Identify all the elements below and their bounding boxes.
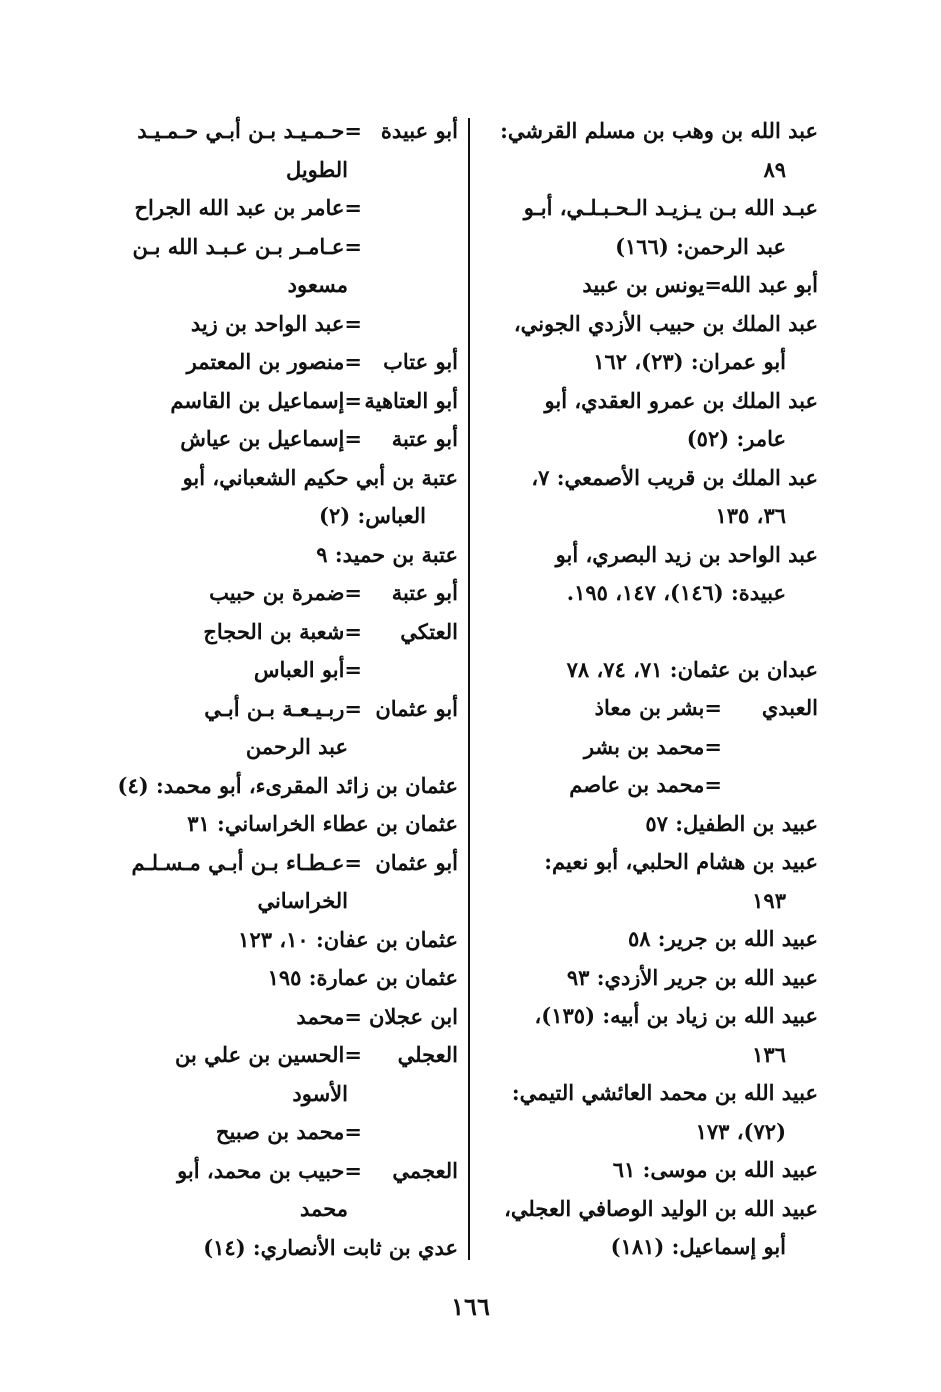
cross-reference-target: =عـامـر بـن عـبـد الله بـن <box>132 233 362 259</box>
cross-reference-target: =حـمـيـد بـن أبـي حـمـيـد <box>137 118 362 143</box>
entry-heading-line: عدي بن ثابت الأنصاري: (١٤) <box>203 1234 458 1260</box>
index-entry <box>482 997 818 1074</box>
entry-continuation-line: ١٣٦ <box>752 1041 786 1067</box>
cross-reference-target: =محمد <box>296 1003 362 1029</box>
cross-reference-targets <box>118 574 362 613</box>
entry-heading-line: عبد الملك بن عمرو العقدي، أبو <box>544 387 818 413</box>
cross-reference-targets <box>482 266 722 305</box>
entry-heading-line: عتبة بن أبي حكيم الشعباني، أبو <box>182 464 458 490</box>
cross-reference-target: =محمد بن عاصم <box>569 772 722 797</box>
cross-reference-targets <box>482 689 722 805</box>
cross-reference-target: =ربـيـعـة بـن أبـي <box>204 695 362 721</box>
cross-reference <box>118 998 458 1037</box>
cross-reference-target: =حبيب بن محمد، أبو <box>177 1157 362 1183</box>
cross-reference-key: العجمي <box>392 1157 458 1183</box>
entry-heading-line: عثمان بن عمارة: ١٩٥ <box>267 965 458 990</box>
cross-reference-targets <box>118 1036 362 1152</box>
index-entry <box>482 920 818 959</box>
cross-reference-target: =يونس بن عبيد <box>582 272 722 297</box>
cross-reference <box>118 690 458 767</box>
entry-heading-line: عبيد الله بن موسى: ٦١ <box>612 1157 818 1182</box>
entry-continuation-line: ١٩٣ <box>752 887 786 913</box>
right-index-column <box>482 112 818 1267</box>
entry-continuation-line: ٨٩ <box>763 156 786 182</box>
index-entry <box>482 459 818 536</box>
index-entry <box>482 189 818 266</box>
index-entry <box>482 959 818 998</box>
entry-heading-line: عبد الملك بن حبيب الأزدي الجوني، <box>513 310 818 336</box>
cross-reference-key: العبدي <box>761 695 818 720</box>
cross-reference <box>118 1152 458 1229</box>
entry-heading-line: عبيد بن هشام الحلبي، أبو نعيم: <box>544 849 818 874</box>
entry-continuation-line: أبو إسماعيل: (١٨١) <box>610 1234 786 1259</box>
cross-reference-target: =إسماعيل بن عياش <box>180 426 362 451</box>
entry-continuation-line: عامر: (٥٢) <box>686 426 786 451</box>
cross-reference-key: أبو العتاهية <box>364 387 458 413</box>
cross-reference-target: =محمد بن بشر <box>583 733 722 759</box>
cross-reference <box>118 343 458 382</box>
cross-reference-targets <box>118 343 362 382</box>
cross-reference-target: =محمد بن صبيح <box>215 1119 362 1144</box>
index-entry <box>118 1229 458 1268</box>
cross-reference-key: أبو عتبة <box>391 426 458 451</box>
entry-heading-line: عثمان بن عطاء الخراساني: ٣١ <box>187 811 458 836</box>
cross-reference-key: العجلي <box>397 1042 458 1067</box>
index-entry <box>482 1151 818 1190</box>
cross-reference-key: ابن عجلان <box>368 1003 458 1029</box>
cross-reference-key: العتكي <box>400 618 458 644</box>
entry-heading-line: عبيد الله بن الوليد الوصافي العجلي، <box>504 1195 818 1221</box>
cross-reference-targets <box>118 690 362 767</box>
entry-heading-line: عثمان بن عفان: ١٠، ١٢٣ <box>238 926 458 952</box>
entry-heading-line: عبيد بن الطفيل: ٥٧ <box>645 810 818 836</box>
cross-reference <box>482 266 818 305</box>
cross-reference-targets <box>118 613 362 690</box>
cross-reference-target: =شعبة بن الحجاج <box>203 618 362 644</box>
index-entry <box>118 459 458 536</box>
index-entry <box>482 1074 818 1151</box>
entry-continuation-line: عبد الرحمن: (١٦٦) <box>615 233 786 259</box>
entry-continuation-line: ٣٦، ١٣٥ <box>715 503 786 528</box>
entry-heading-line: عبد الواحد بن زيد البصري، أبو <box>555 541 818 567</box>
cross-reference-key: أبو عتاب <box>383 349 458 374</box>
entry-heading-line: عبد الملك بن قريب الأصمعي: ٧، <box>531 464 818 490</box>
cross-reference <box>118 1036 458 1152</box>
cross-reference-target: =بشر بن معاذ <box>594 695 722 720</box>
cross-reference <box>118 420 458 459</box>
entry-heading-line: عبدان بن عثمان: ٧١، ٧٤، ٧٨ <box>566 656 818 682</box>
cross-reference-target: =عـطـاء بـن أبـي مـسـلـم <box>131 849 362 875</box>
index-entry <box>482 651 818 690</box>
cross-reference-targets <box>118 998 362 1037</box>
entry-heading-line: عبيد الله بن محمد العائشي التيمي: <box>511 1080 818 1105</box>
cross-reference-targets <box>118 420 362 459</box>
index-entry <box>482 805 818 844</box>
index-entry <box>118 536 458 575</box>
cross-reference-target: =الحسين بن علي بن <box>174 1042 362 1067</box>
page-number: ١٦٦ <box>451 1292 490 1321</box>
cross-reference-key: أبو عبيدة <box>380 118 458 143</box>
cross-reference-key: أبو عثمان <box>375 849 458 875</box>
cross-reference-key: أبو عتبة <box>391 580 458 605</box>
cross-reference-targets <box>118 1152 362 1229</box>
cross-reference-target: الأسود <box>292 1080 348 1106</box>
index-entry <box>482 536 818 613</box>
cross-reference-target: الخراساني <box>257 888 348 913</box>
cross-reference-targets <box>118 382 362 421</box>
cross-reference-target: محمد <box>300 1196 348 1221</box>
cross-reference-targets <box>118 844 362 921</box>
cross-reference-target: =منصور بن المعتمر <box>186 349 362 374</box>
cross-reference-target: الطويل <box>285 156 348 182</box>
cross-reference-targets <box>118 112 362 343</box>
index-entry <box>118 767 458 806</box>
cross-reference <box>118 574 458 613</box>
cross-reference-target: =عامر بن عبد الله الجراح <box>134 195 362 220</box>
section-gap <box>482 613 818 651</box>
index-entry <box>118 805 458 844</box>
index-entry <box>482 112 818 189</box>
entry-continuation-line: (٧٢)، ١٧٣ <box>695 1118 786 1144</box>
cross-reference-target: =أبو العباس <box>253 657 362 682</box>
entry-heading-line: عبد الله بن وهب بن مسلم القرشي: <box>500 118 818 143</box>
cross-reference <box>482 689 818 805</box>
entry-heading-line: عبيد الله بن زياد بن أبيه: (١٣٥)، <box>534 1003 818 1028</box>
index-entry <box>482 843 818 920</box>
cross-reference <box>118 112 458 343</box>
cross-reference <box>118 382 458 421</box>
entry-continuation-line: أبو عمران: (٢٣)، ١٦٢ <box>593 349 786 374</box>
cross-reference <box>118 844 458 921</box>
cross-reference-target: =إسماعيل بن القاسم <box>170 387 362 413</box>
cross-reference-key: أبو عثمان <box>375 695 458 721</box>
entry-heading-line: عتبة بن حميد: ٩ <box>316 541 458 567</box>
index-entry <box>118 959 458 998</box>
index-entry <box>482 305 818 382</box>
entry-heading-line: عبـد الله بـن يـزيـد الـحـبـلـي، أبـو <box>523 195 818 220</box>
left-index-column <box>118 112 458 1267</box>
entry-continuation-line: العباس: (٢) <box>319 503 426 528</box>
cross-reference-target: =ضمرة بن حبيب <box>209 580 362 605</box>
index-entry <box>482 382 818 459</box>
cross-reference <box>118 613 458 690</box>
cross-reference-target: عبد الرحمن <box>245 734 348 759</box>
entry-heading-line: عبيد الله بن جرير الأزدي: ٩٣ <box>566 964 818 990</box>
entry-continuation-line: عبيدة: (١٤٦)، ١٤٧، ١٩٥. <box>566 580 786 605</box>
column-divider <box>468 118 470 1260</box>
index-entry <box>118 921 458 960</box>
cross-reference-target: =عبد الواحد بن زيد <box>190 310 362 336</box>
cross-reference-key: أبو عبد الله <box>720 272 818 297</box>
entry-heading-line: عثمان بن زائد المقرىء، أبو محمد: (٤) <box>117 772 458 798</box>
entry-heading-line: عبيد الله بن جرير: ٥٨ <box>627 926 818 951</box>
cross-reference-target: مسعود <box>287 272 348 297</box>
index-entry <box>482 1190 818 1267</box>
